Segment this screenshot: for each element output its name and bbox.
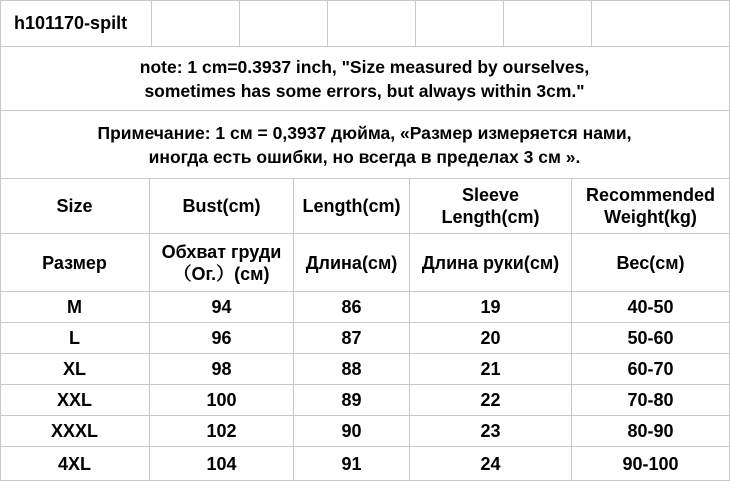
header-bust-ru	[150, 234, 294, 292]
cell-size: M	[0, 292, 150, 323]
header-length-ru: Длина(см)	[294, 234, 410, 292]
header-weight-ru: Вес(см)	[572, 234, 730, 292]
header-weight-line-2: Weight(kg)	[604, 207, 697, 227]
russian-note-line-2: иногда есть ошибки, но всегда в пределах 3 см ».	[148, 146, 581, 167]
cell-size: 4XL	[0, 447, 150, 481]
english-note-line-1: note: 1 cm=0.3937 inch, "Size measured by ourselves,	[139, 56, 590, 77]
header-size: Size	[0, 179, 150, 234]
header-sleeve	[410, 179, 572, 234]
header-sleeve-ru: Длина руки(см)	[410, 234, 572, 292]
cell-weight: 80-90	[572, 416, 730, 447]
empty-cell	[504, 0, 592, 47]
header-bust: Bust(cm)	[150, 179, 294, 234]
empty-cell	[152, 0, 240, 47]
header-weight-line-1: Recommended	[585, 185, 716, 205]
cell-length: 88	[294, 354, 410, 385]
cell-sleeve: 24	[410, 447, 572, 481]
cell-bust: 104	[150, 447, 294, 481]
cell-bust: 96	[150, 323, 294, 354]
header-sleeve-line-1: Sleeve	[461, 185, 520, 205]
cell-length: 90	[294, 416, 410, 447]
cell-weight: 60-70	[572, 354, 730, 385]
cell-sleeve: 23	[410, 416, 572, 447]
cell-sleeve: 22	[410, 385, 572, 416]
empty-cell	[328, 0, 416, 47]
english-note	[0, 47, 730, 111]
russian-note	[0, 111, 730, 179]
cell-weight: 70-80	[572, 385, 730, 416]
empty-cell	[416, 0, 504, 47]
header-sleeve-line-2: Length(cm)	[441, 207, 540, 227]
header-length: Length(cm)	[294, 179, 410, 234]
cell-bust: 100	[150, 385, 294, 416]
empty-cell	[592, 0, 730, 47]
cell-bust: 102	[150, 416, 294, 447]
cell-bust: 94	[150, 292, 294, 323]
cell-sleeve: 19	[410, 292, 572, 323]
cell-weight: 40-50	[572, 292, 730, 323]
english-note-line-2: sometimes has some errors, but always within 3cm."	[144, 80, 585, 101]
cell-sleeve: 21	[410, 354, 572, 385]
header-bust-ru-line-1: Обхват груди	[161, 241, 282, 262]
cell-weight: 50-60	[572, 323, 730, 354]
cell-size: XL	[0, 354, 150, 385]
cell-size: L	[0, 323, 150, 354]
cell-size: XXL	[0, 385, 150, 416]
header-weight	[572, 179, 730, 234]
header-bust-ru-line-2: （Ог.）(см)	[173, 263, 270, 284]
cell-length: 87	[294, 323, 410, 354]
cell-length: 86	[294, 292, 410, 323]
cell-bust: 98	[150, 354, 294, 385]
empty-cell	[240, 0, 328, 47]
cell-sleeve: 20	[410, 323, 572, 354]
product-code: h101170-spilt	[0, 0, 152, 47]
header-size-ru: Размер	[0, 234, 150, 292]
cell-weight: 90-100	[572, 447, 730, 481]
cell-size: XXXL	[0, 416, 150, 447]
cell-length: 91	[294, 447, 410, 481]
cell-length: 89	[294, 385, 410, 416]
russian-note-line-1: Примечание: 1 см = 0,3937 дюйма, «Размер измеряется нами,	[97, 122, 632, 143]
